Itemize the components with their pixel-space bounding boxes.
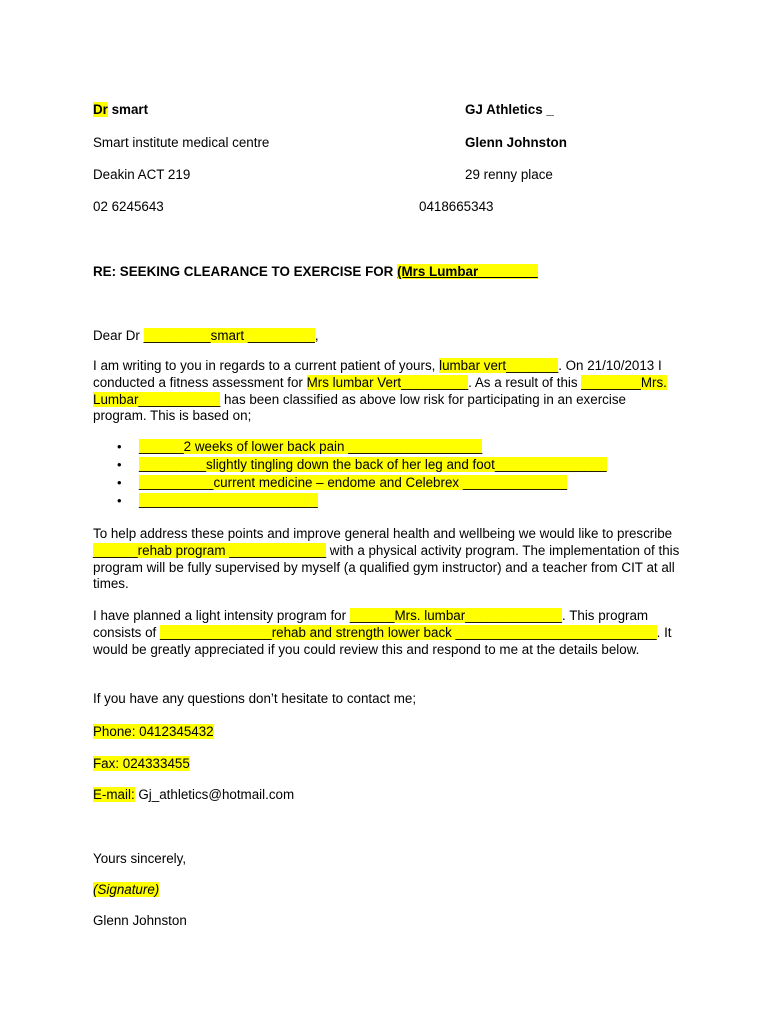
closing: Yours sincerely, <box>93 851 187 866</box>
patient-field: lumbar vert_______ <box>439 358 559 373</box>
assessment-patient-field: Mrs lumbar Vert_________ <box>306 374 469 390</box>
email-label: E-mail: <box>93 787 135 802</box>
contact-fax: Fax: 024333455 <box>93 756 190 771</box>
list-item: • __________current medicine – endome and Celebrex ______________ <box>93 474 607 492</box>
plan-content-field: _______________rehab and strength lower back ___________________________ <box>159 624 657 640</box>
sender-company: GJ Athletics _ <box>465 102 554 117</box>
classified-patient-field: ________Mrs. Lumbar___________ <box>93 374 667 407</box>
contact-phone: Phone: 0412345432 <box>93 724 214 739</box>
program-field: ______rehab program _____________ <box>93 542 327 558</box>
risk-factor-list <box>93 438 607 510</box>
sender-phone: 0418665343 <box>419 199 494 214</box>
email-address: Gj_athletics@hotmail.com <box>134 787 295 802</box>
subject-line: RE: SEEKING CLEARANCE TO EXERCISE FOR (Mrs Lumbar________ <box>93 264 538 279</box>
signer-name: Glenn Johnston <box>93 913 187 928</box>
intro-paragraph: I am writing to you in regards to a current patient of yours, lumbar vert_______. On 21/10/2013 I conducted a fitness assessment for Mrs lumbar Vert_________. As a result of this ________Mrs. Lumbar___________ has been classified as above low risk for participating in an exercise program. This is based on; <box>93 358 667 424</box>
recipient-phone: 02 6245643 <box>93 199 164 214</box>
list-item: • ________________________ <box>93 492 607 510</box>
recipient-title-highlight: Dr <box>93 102 108 117</box>
salutation: Dear Dr _________smart _________, <box>93 328 319 343</box>
contact-email <box>93 786 294 803</box>
recipient-address: Deakin ACT 219 <box>93 167 191 182</box>
salutation-name-field: _________smart _________ <box>143 328 315 343</box>
list-item: • ______2 weeks of lower back pain __________________ <box>93 438 607 456</box>
program-paragraph: To help address these points and improve general health and wellbeing we would like to prescribe ______rehab program _____________ with a physical activity program. The implementation of this program will be fully supervised by myself (a qualified gym instructor) and a teacher from CIT at all times. <box>93 526 680 592</box>
list-item: • _________slightly tingling down the back of her leg and foot_______________ <box>93 456 607 474</box>
recipient-name: Dr smart <box>93 102 149 117</box>
plan-paragraph: I have planned a light intensity program for ______Mrs. lumbar_____________. This program consists of _______________rehab and strength lower back ___________________________. It would be greatly appreciated if you could review this and respond to me at the details below. <box>93 608 672 657</box>
sender-address: 29 renny place <box>465 167 553 182</box>
signature-placeholder: (Signature) <box>93 882 160 897</box>
recipient-org: Smart institute medical centre <box>93 135 270 150</box>
subject-patient-field: (Mrs Lumbar________ <box>397 264 538 279</box>
plan-patient-field: ______Mrs. lumbar_____________ <box>349 608 562 623</box>
sender-name: Glenn Johnston <box>465 135 567 150</box>
contact-intro: If you have any questions don’t hesitate to contact me; <box>93 691 417 706</box>
